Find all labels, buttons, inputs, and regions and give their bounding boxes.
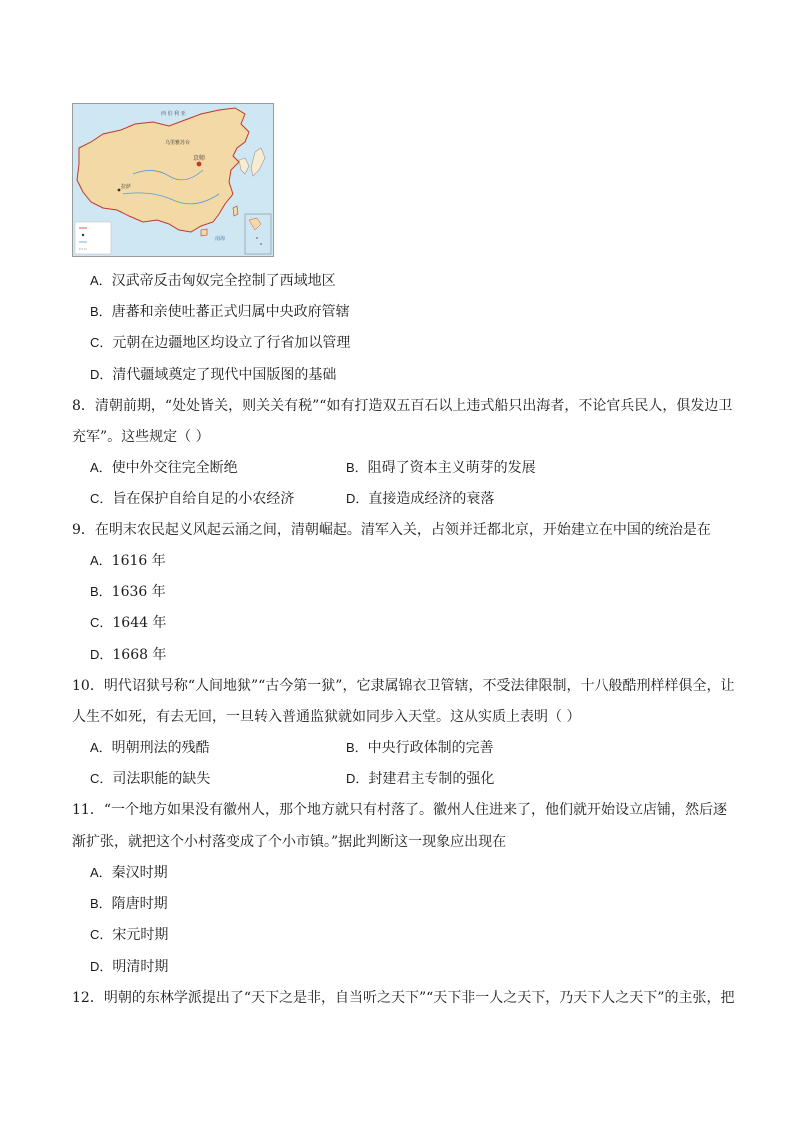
q9-option-a[interactable]: A．1616 年: [90, 553, 166, 569]
map-capital-marker: [197, 162, 202, 167]
q11-stem-line-1: 11．“一个地方如果没有徽州人，那个地方就只有村落了。徽州人住进来了，他们就开始设立店铺，然后逐: [72, 802, 727, 818]
map-inset: [245, 214, 271, 254]
q7-option-b[interactable]: B．唐蕃和亲使吐蕃正式归属中央政府管辖: [90, 304, 350, 320]
q10-stem-line-1: 10．明代诏狱号称“人间地狱”“古今第一狱”，它隶属锦衣卫管辖，不受法律限制，十八般酷刑样样俱全，让: [72, 678, 735, 694]
q11-option-b[interactable]: B．隋唐时期: [90, 896, 168, 912]
q9-stem: 9．在明末农民起义风起云涌之间，清朝崛起。清军入关，占领并迁都北京，开始建立在中国的统治是在: [72, 522, 711, 538]
q8-option-a[interactable]: A．使中外交往完全断绝: [90, 460, 238, 476]
map-label-top: 西 伯 利 亚: [161, 111, 186, 117]
q11-option-c[interactable]: C．宋元时期: [90, 927, 169, 943]
q7-option-d[interactable]: D．清代疆域奠定了现代中国版图的基础: [90, 367, 337, 383]
q10-option-d[interactable]: D．封建君主专制的强化: [346, 771, 495, 787]
map-taiwan: [233, 206, 238, 216]
q8-option-b[interactable]: B．阻碍了资本主义萌芽的发展: [346, 460, 536, 476]
q10-option-b[interactable]: B．中央行政体制的完善: [346, 740, 494, 756]
map-legend: [75, 222, 111, 254]
map-city-marker: [118, 189, 121, 192]
q8-option-d[interactable]: D．直接造成经济的衰落: [346, 491, 495, 507]
q8-stem-line-2: 充军”。这些规定（ ）: [72, 429, 210, 445]
q10-stem-line-2: 人生不如死，有去无回，一旦转入普通监狱就如同步入天堂。这从实质上表明（ ）: [72, 709, 581, 725]
q9-option-b[interactable]: B．1636 年: [90, 584, 166, 600]
q8-stem-line-1: 8．清朝前期，“处处皆关，则关关有税”“如有打造双五百石以上违式船只出海者，不论官兵民人，俱发边卫: [72, 398, 733, 414]
qing-territory-map: [72, 103, 274, 257]
map-hainan: [201, 229, 207, 236]
q8-option-c[interactable]: C．旨在保护自给自足的小农经济: [90, 491, 295, 507]
map-label-1: 乌里雅苏台: [165, 140, 191, 146]
q9-option-d[interactable]: D．1668 年: [90, 647, 167, 663]
q11-stem-line-2: 渐扩张，就把这个小村落变成了个小市镇。”据此判断这一现象应出现在: [72, 834, 507, 850]
q9-option-c[interactable]: C．1644 年: [90, 615, 167, 631]
q11-option-a[interactable]: A．秦汉时期: [90, 865, 168, 881]
q10-option-a[interactable]: A．明朝刑法的残酷: [90, 740, 210, 756]
q11-option-d[interactable]: D．明清时期: [90, 959, 169, 975]
map-label-lhasa: 拉萨: [121, 184, 132, 190]
q12-stem-line-1: 12．明朝的东林学派提出了“天下之是非，自当听之天下”“天下非一人之天下，乃天下人之天下”的主张，把: [72, 990, 735, 1006]
q7-option-c[interactable]: C．元朝在边疆地区均设立了行省加以管理: [90, 335, 351, 351]
q7-option-a[interactable]: A．汉武帝反击匈奴完全控制了西域地区: [90, 273, 336, 289]
map-label-sea: 南海: [215, 236, 226, 242]
map-graphic: [73, 104, 273, 256]
map-label-beijing: 京师: [193, 155, 206, 162]
q10-option-c[interactable]: C．司法职能的缺失: [90, 771, 211, 787]
